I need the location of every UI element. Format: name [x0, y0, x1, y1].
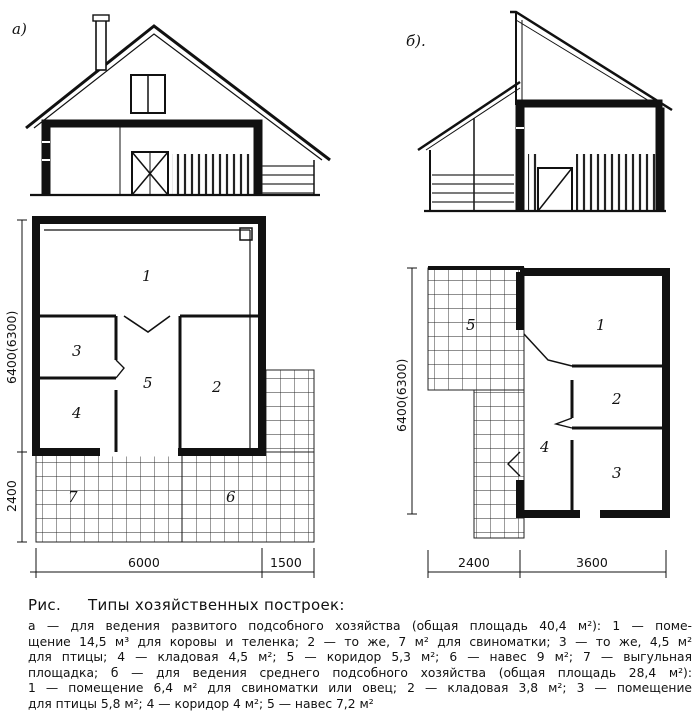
dim-b-right: 3600 — [576, 555, 608, 570]
room-a-1: 1 — [142, 267, 152, 285]
dim-a-width: 6000 — [128, 555, 160, 570]
caption-line-2: щение 14,5 м³ для коровы и теленка; 2 — то же, 7 м² для свиноматки; 3 — то же, 4,5 м² — [28, 634, 692, 649]
elevation-a — [26, 15, 330, 195]
caption-heading — [28, 596, 692, 614]
room-b-5: 5 — [466, 316, 476, 334]
caption-line-3: для птицы; 4 — кладовая 4,5 м²; 5 — коридор 5,3 м²; 6 — навес 9 м²; 7 — выгульная — [28, 650, 692, 665]
room-a-2: 2 — [212, 378, 222, 396]
caption-line-6: для птицы 5,8 м²; 4 — коридор 4 м²; 5 — навес 7,2 м² — [28, 696, 374, 711]
caption-line-5: 1 — помещение 6,4 м² для свиноматки или овец; 2 — кладовая 3,8 м²; 3 — помещение — [28, 681, 692, 696]
room-a-3: 3 — [72, 342, 82, 360]
dim-a-height: 6400(6300) — [4, 310, 19, 384]
caption-body — [28, 619, 692, 713]
room-a-7: 7 — [68, 488, 78, 506]
room-b-3: 3 — [612, 464, 622, 482]
figure-b-label: б). — [406, 32, 426, 50]
plan-b — [407, 268, 666, 578]
caption-line-1: а — для ведения развитого подсобного хозяйства (общая площадь 40,4 м²): 1 — поме- — [28, 619, 692, 633]
room-b-4: 4 — [540, 438, 550, 456]
figure-a-label: а) — [12, 20, 27, 38]
caption-line-4: площадка; б — для ведения среднего подсобного хозяйства (общая площадь 28,4 м²): — [28, 665, 692, 680]
dim-a-extra: 1500 — [270, 555, 302, 570]
room-b-1: 1 — [596, 316, 606, 334]
caption-title: Типы хозяйственных построек: — [88, 596, 345, 614]
room-a-5: 5 — [143, 374, 153, 392]
room-b-2: 2 — [612, 390, 622, 408]
dim-b-left: 2400 — [458, 555, 490, 570]
dim-b-height: 6400(6300) — [394, 358, 409, 432]
caption-fig-label: Рис. — [28, 596, 62, 614]
elevation-b — [418, 12, 672, 211]
room-a-4: 4 — [72, 404, 82, 422]
plan-a — [17, 220, 314, 578]
room-a-6: 6 — [226, 488, 236, 506]
dim-a-bottom: 2400 — [4, 480, 19, 512]
